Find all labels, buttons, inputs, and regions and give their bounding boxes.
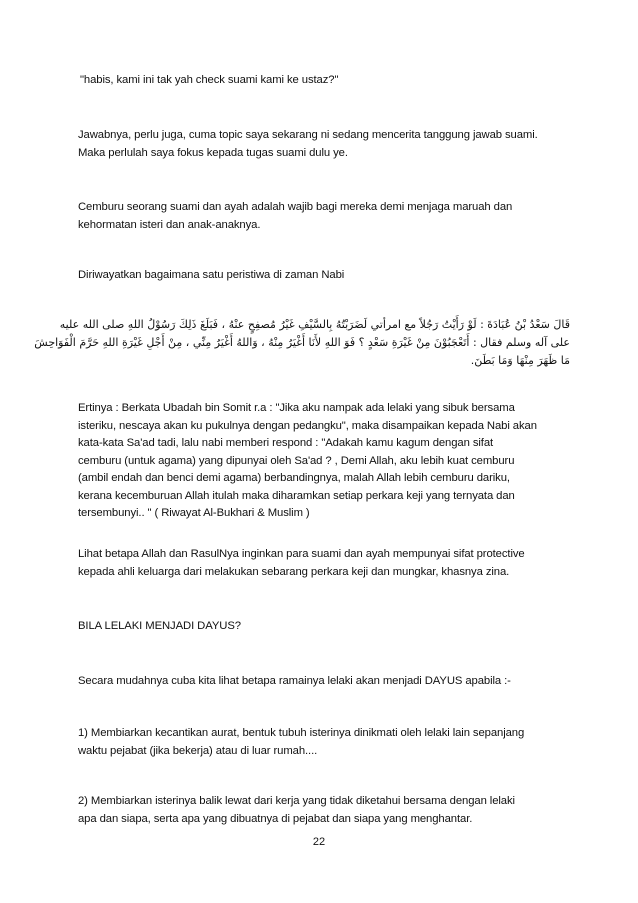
- text-line: kata-kata Sa'ad tadi, lalu nabi memberi respond : "Adakah kamu kagum dengan sifat: [78, 437, 494, 449]
- text-line: "habis, kami ini tak yah check suami kami ke ustaz?": [80, 74, 339, 86]
- text-line: kerana kecemburuan Allah itulah maka diharamkan setiap perkara keji yang ternyata dan: [78, 489, 515, 502]
- paragraph-jawabnya: [78, 127, 568, 162]
- text-line: isteriku, nescaya akan ku pukulnya dengan pedangku", maka disampaikan kepada Nabi akan: [78, 419, 537, 432]
- text-line: Maka perlulah saya fokus kepada tugas suami dulu ye.: [78, 146, 348, 159]
- text-line: Jawabnya, perlu juga, cuma topic saya sekarang ni sedang mencerita tanggung jawab suami.: [78, 129, 538, 141]
- paragraph-secara: [78, 673, 568, 691]
- arabic-hadith: [34, 316, 570, 370]
- text-line: Ertinya : Berkata Ubadah bin Somit r.a : "Jika aku nampak ada lelaki yang sibuk bersama: [78, 402, 515, 414]
- text-line: Diriwayatkan bagaimana satu peristiwa di zaman Nabi: [78, 269, 345, 281]
- paragraph-cemburu: [78, 199, 568, 234]
- text-line: waktu pejabat (jika bekerja) atau di luar rumah....: [78, 744, 318, 757]
- text-line: 2) Membiarkan isterinya balik lewat dari kerja yang tidak diketahui bersama dengan lelaki: [78, 795, 515, 807]
- arabic-line: مَا ظَهَرَ مِنْهَا وَمَا بَطَنَ.: [470, 354, 570, 367]
- text-line: Lihat betapa Allah dan RasulNya inginkan para suami dan ayah mempunyai sifat protective: [78, 548, 525, 560]
- page-number: 22: [312, 836, 326, 848]
- text-line: apa dan siapa, serta apa yang dibuatnya di pejabat dan siapa yang menghantar.: [78, 812, 473, 825]
- text-line: kepada ahli keluarga dari melakukan sebarang perkara keji dan mungkar, khasnya zina.: [78, 565, 510, 578]
- list-item-1: [78, 725, 568, 760]
- paragraph-ertinya: [78, 400, 568, 523]
- text-line: kehormatan isteri dan anak-anaknya.: [78, 218, 261, 231]
- heading-line: BILA LELAKI MENJADI DAYUS?: [78, 620, 241, 632]
- section-heading: [78, 618, 568, 636]
- paragraph-diriwayatkan: [78, 267, 568, 285]
- text-line: 1) Membiarkan kecantikan aurat, bentuk tubuh isterinya dinikmati oleh lelaki lain sepanjang: [78, 727, 525, 739]
- paragraph-lihat: [78, 546, 568, 581]
- text-line: tersembunyi.. " ( Riwayat Al-Bukhari & Muslim ): [78, 507, 310, 519]
- arabic-line: على آله وسلم فقال : أَتَعْجَبُوْنَ مِنْ غَيْرَةِ سَعْدٍ ؟ فَوَ اللهِ لأَنَا أَغْيَرُ مِنْهُ ، وَاللهُ أَغْيَرُ مِنِّي ، مِنْ أَجْلِ غَيْرَةِ اللهِ حَرَّمَ الْفَوَاحِشَ: [34, 336, 570, 349]
- text-line: Cemburu seorang suami dan ayah adalah wajib bagi mereka demi menjaga maruah dan: [78, 201, 513, 213]
- text-line: Secara mudahnya cuba kita lihat betapa ramainya lelaki akan menjadi DAYUS apabila :-: [78, 675, 511, 687]
- text-line: (ambil endah dan benci demi agama) berbandingnya, malah Allah lebih cemburu dariku,: [78, 472, 510, 484]
- list-item-2: [78, 793, 568, 828]
- arabic-line: قَالَ سَعْدُ بْنُ عُبَادَةَ : لَوْ رَأَيْتُ رَجُلاً مع امرأتي لَضَرَبْتُهُ بِالسَّيْفِ غَيْرُ مُصفِحٍ عنْهُ ، فَبَلَغَ ذَلِكَ رَسُوْلُ اللهِ صلى الله عليه: [59, 318, 570, 331]
- text-line: cemburu (untuk agama) yang dipunyai oleh Sa'ad ? , Demi Allah, aku lebih kuat cemburu: [78, 454, 515, 467]
- paragraph-quote: [80, 72, 570, 90]
